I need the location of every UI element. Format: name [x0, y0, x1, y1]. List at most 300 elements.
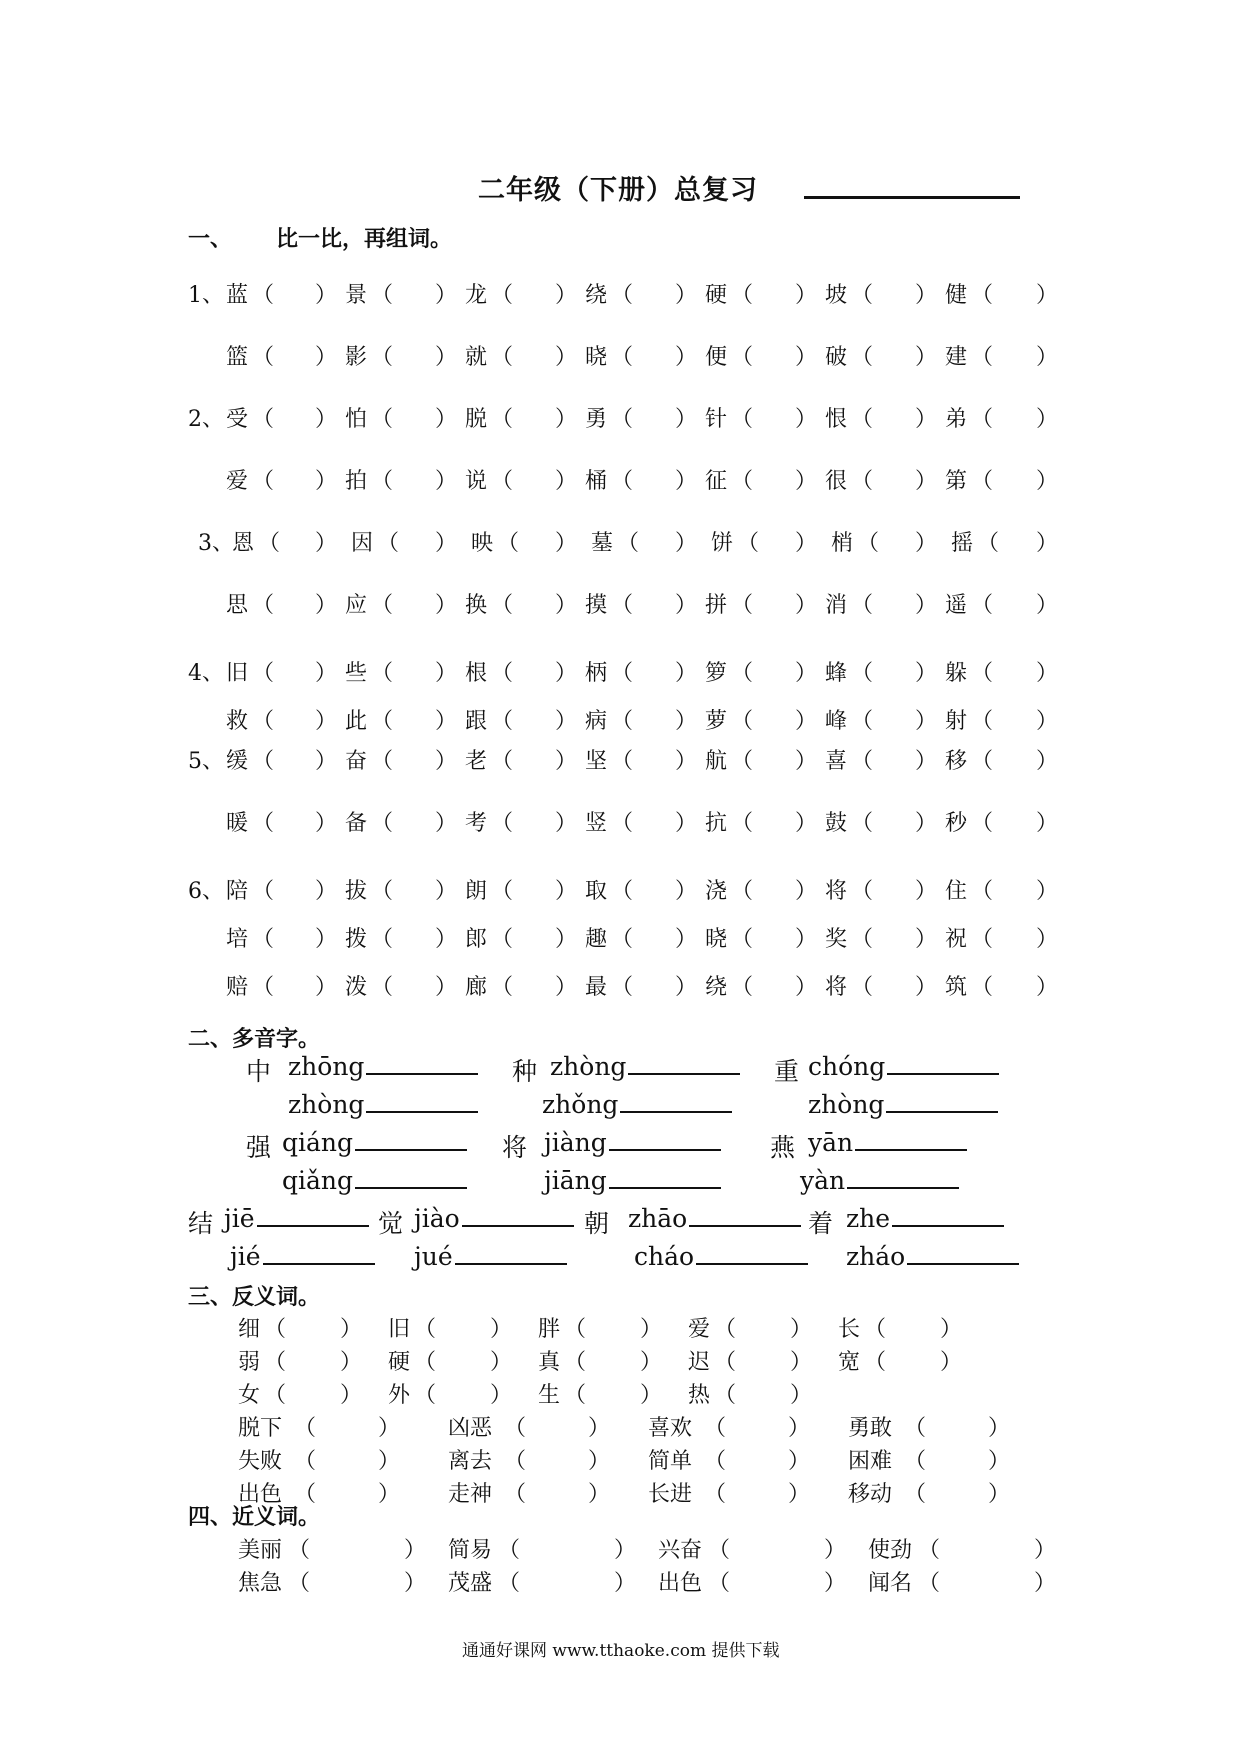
- open-paren-blank[interactable]: （: [611, 283, 634, 308]
- open-paren-blank[interactable]: （: [708, 1571, 731, 1596]
- close-paren: ）: [315, 469, 338, 494]
- open-paren-blank[interactable]: （: [851, 709, 874, 734]
- open-paren-blank[interactable]: （: [377, 531, 400, 556]
- open-paren-blank[interactable]: （: [971, 879, 994, 904]
- open-paren-blank[interactable]: （: [504, 1449, 527, 1474]
- pinyin-label: qiáng: [282, 1128, 354, 1157]
- antonym-word: 出色: [238, 1482, 283, 1507]
- close-paren: ）: [1036, 345, 1059, 370]
- close-paren: ）: [675, 407, 698, 432]
- word-char: 怕: [345, 407, 368, 432]
- close-paren: ）: [795, 345, 818, 370]
- word-char: 老: [465, 749, 488, 774]
- close-paren: ）: [435, 407, 458, 432]
- open-paren-blank[interactable]: （: [904, 1482, 927, 1507]
- open-paren-blank[interactable]: （: [371, 975, 394, 1000]
- antonym-word: 移动: [848, 1482, 893, 1507]
- close-paren: ）: [1036, 283, 1059, 308]
- open-paren-blank[interactable]: （: [851, 811, 874, 836]
- answer-blank[interactable]: [689, 1223, 801, 1227]
- answer-blank[interactable]: [366, 1071, 478, 1075]
- close-paren: ）: [614, 1571, 637, 1596]
- antonym-word: 勇敢: [848, 1416, 893, 1441]
- open-paren-blank[interactable]: （: [252, 709, 275, 734]
- pinyin-label: jiē: [224, 1204, 255, 1233]
- answer-blank[interactable]: [887, 1071, 999, 1075]
- open-paren-blank[interactable]: （: [851, 283, 874, 308]
- pinyin-label: yàn: [800, 1166, 846, 1195]
- word-char: 抗: [705, 811, 728, 836]
- word-char: 坚: [585, 749, 608, 774]
- word-char: 箩: [705, 661, 728, 686]
- open-paren-blank[interactable]: （: [971, 593, 994, 618]
- open-paren-blank[interactable]: （: [851, 749, 874, 774]
- open-paren-blank[interactable]: （: [731, 811, 754, 836]
- group-number: 6、: [188, 879, 224, 904]
- open-paren-blank[interactable]: （: [414, 1350, 437, 1375]
- open-paren-blank[interactable]: （: [252, 879, 275, 904]
- pinyin-label: jiāng: [544, 1166, 607, 1195]
- pinyin-label: zhōng: [288, 1052, 365, 1081]
- word-char: 第: [945, 469, 968, 494]
- open-paren-blank[interactable]: （: [491, 709, 514, 734]
- answer-blank[interactable]: [366, 1109, 478, 1113]
- close-paren: ）: [915, 975, 938, 1000]
- open-paren-blank[interactable]: （: [371, 345, 394, 370]
- word-char: 浇: [705, 879, 728, 904]
- open-paren-blank[interactable]: （: [971, 345, 994, 370]
- open-paren-blank[interactable]: （: [371, 749, 394, 774]
- antonym-word: 喜欢: [648, 1416, 693, 1441]
- close-paren: ）: [640, 1350, 663, 1375]
- word-char: 拨: [345, 927, 368, 952]
- close-paren: ）: [795, 709, 818, 734]
- answer-blank[interactable]: [855, 1147, 967, 1151]
- antonym-word: 热: [688, 1383, 711, 1408]
- open-paren-blank[interactable]: （: [491, 469, 514, 494]
- open-paren-blank[interactable]: （: [252, 975, 275, 1000]
- antonym-word: 失败: [238, 1449, 283, 1474]
- open-paren-blank[interactable]: （: [851, 469, 874, 494]
- word-char: 航: [705, 749, 728, 774]
- word-char: 就: [465, 345, 488, 370]
- open-paren-blank[interactable]: （: [414, 1383, 437, 1408]
- antonym-word: 宽: [838, 1350, 861, 1375]
- open-paren-blank[interactable]: （: [864, 1350, 887, 1375]
- polyphone-char: 种: [512, 1057, 538, 1086]
- open-paren-blank[interactable]: （: [564, 1383, 587, 1408]
- open-paren-blank[interactable]: （: [731, 749, 754, 774]
- open-paren-blank[interactable]: （: [918, 1538, 941, 1563]
- open-paren-blank[interactable]: （: [252, 661, 275, 686]
- close-paren: ）: [315, 661, 338, 686]
- close-paren: ）: [675, 879, 698, 904]
- open-paren-blank[interactable]: （: [731, 927, 754, 952]
- open-paren-blank[interactable]: （: [491, 345, 514, 370]
- open-paren-blank[interactable]: （: [611, 709, 634, 734]
- open-paren-blank[interactable]: （: [371, 407, 394, 432]
- open-paren-blank[interactable]: （: [731, 407, 754, 432]
- open-paren-blank[interactable]: （: [491, 661, 514, 686]
- close-paren: ）: [795, 975, 818, 1000]
- open-paren-blank[interactable]: （: [971, 407, 994, 432]
- antonym-word: 真: [538, 1350, 561, 1375]
- pinyin-label: yān: [808, 1128, 854, 1157]
- open-paren-blank[interactable]: （: [371, 283, 394, 308]
- word-char: 摇: [951, 531, 974, 556]
- close-paren: ）: [340, 1350, 363, 1375]
- open-paren-blank[interactable]: （: [252, 811, 275, 836]
- close-paren: ）: [675, 469, 698, 494]
- word-char: 晓: [705, 927, 728, 952]
- antonym-word: 弱: [238, 1350, 261, 1375]
- open-paren-blank[interactable]: （: [294, 1482, 317, 1507]
- word-char: 墓: [591, 531, 614, 556]
- open-paren-blank[interactable]: （: [264, 1317, 287, 1342]
- open-paren-blank[interactable]: （: [491, 283, 514, 308]
- close-paren: ）: [640, 1317, 663, 1342]
- close-paren: ）: [315, 283, 338, 308]
- open-paren-blank[interactable]: （: [611, 927, 634, 952]
- antonym-word: 女: [238, 1383, 261, 1408]
- pinyin-line: [808, 1128, 967, 1157]
- open-paren-blank[interactable]: （: [971, 661, 994, 686]
- word-char: 说: [465, 469, 488, 494]
- open-paren-blank[interactable]: （: [611, 345, 634, 370]
- open-paren-blank[interactable]: （: [851, 407, 874, 432]
- open-paren-blank[interactable]: （: [264, 1383, 287, 1408]
- open-paren-blank[interactable]: （: [371, 469, 394, 494]
- open-paren-blank[interactable]: （: [704, 1482, 727, 1507]
- open-paren-blank[interactable]: （: [371, 811, 394, 836]
- open-paren-blank[interactable]: （: [504, 1482, 527, 1507]
- open-paren-blank[interactable]: （: [904, 1416, 927, 1441]
- word-char: 恨: [825, 407, 848, 432]
- open-paren-blank[interactable]: （: [971, 469, 994, 494]
- open-paren-blank[interactable]: （: [371, 879, 394, 904]
- open-paren-blank[interactable]: （: [731, 709, 754, 734]
- open-paren-blank[interactable]: （: [371, 927, 394, 952]
- pinyin-line: [282, 1166, 467, 1195]
- answer-blank[interactable]: [257, 1223, 369, 1227]
- open-paren-blank[interactable]: （: [611, 593, 634, 618]
- answer-blank[interactable]: [609, 1147, 721, 1151]
- open-paren-blank[interactable]: （: [714, 1383, 737, 1408]
- answer-blank[interactable]: [847, 1185, 959, 1189]
- antonym-word: 细: [238, 1317, 261, 1342]
- antonym-word: 爱: [688, 1317, 711, 1342]
- answer-blank[interactable]: [696, 1261, 808, 1265]
- word-char: 陪: [226, 879, 249, 904]
- open-paren-blank[interactable]: （: [977, 531, 1000, 556]
- open-paren-blank[interactable]: （: [498, 1571, 521, 1596]
- pinyin-line: [628, 1204, 801, 1233]
- close-paren: ）: [988, 1416, 1011, 1441]
- close-paren: ）: [788, 1416, 811, 1441]
- name-blank-line[interactable]: [804, 196, 1020, 199]
- close-paren: ）: [435, 469, 458, 494]
- open-paren-blank[interactable]: （: [851, 927, 874, 952]
- word-char: 根: [465, 661, 488, 686]
- open-paren-blank[interactable]: （: [294, 1416, 317, 1441]
- open-paren-blank[interactable]: （: [737, 531, 760, 556]
- close-paren: ）: [555, 749, 578, 774]
- open-paren-blank[interactable]: （: [971, 975, 994, 1000]
- pinyin-label: jiàng: [544, 1128, 607, 1157]
- open-paren-blank[interactable]: （: [611, 879, 634, 904]
- open-paren-blank[interactable]: （: [714, 1317, 737, 1342]
- close-paren: ）: [588, 1482, 611, 1507]
- open-paren-blank[interactable]: （: [971, 749, 994, 774]
- open-paren-blank[interactable]: （: [252, 283, 275, 308]
- close-paren: ）: [315, 975, 338, 1000]
- close-paren: ）: [915, 811, 938, 836]
- close-paren: ）: [915, 407, 938, 432]
- close-paren: ）: [795, 811, 818, 836]
- close-paren: ）: [435, 975, 458, 1000]
- close-paren: ）: [555, 531, 578, 556]
- pinyin-label: zhǒng: [542, 1090, 619, 1119]
- open-paren-blank[interactable]: （: [971, 283, 994, 308]
- open-paren-blank[interactable]: （: [252, 749, 275, 774]
- open-paren-blank[interactable]: （: [704, 1416, 727, 1441]
- open-paren-blank[interactable]: （: [611, 749, 634, 774]
- word-char: 赔: [226, 975, 249, 1000]
- open-paren-blank[interactable]: （: [708, 1538, 731, 1563]
- group-number: 1、: [188, 283, 224, 308]
- open-paren-blank[interactable]: （: [371, 709, 394, 734]
- open-paren-blank[interactable]: （: [731, 283, 754, 308]
- pinyin-line: [634, 1242, 808, 1271]
- close-paren: ）: [315, 531, 338, 556]
- open-paren-blank[interactable]: （: [611, 407, 634, 432]
- open-paren-blank[interactable]: （: [504, 1416, 527, 1441]
- open-paren-blank[interactable]: （: [414, 1317, 437, 1342]
- pinyin-label: zhe: [846, 1204, 891, 1233]
- close-paren: ）: [1036, 811, 1059, 836]
- open-paren-blank[interactable]: （: [851, 593, 874, 618]
- word-char: 培: [226, 927, 249, 952]
- open-paren-blank[interactable]: （: [491, 407, 514, 432]
- open-paren-blank[interactable]: （: [731, 975, 754, 1000]
- open-paren-blank[interactable]: （: [491, 749, 514, 774]
- word-char: 趣: [585, 927, 608, 952]
- word-char: 暖: [226, 811, 249, 836]
- open-paren-blank[interactable]: （: [851, 879, 874, 904]
- section2-heading: 二、多音字。: [188, 1026, 321, 1052]
- word-char: 奖: [825, 927, 848, 952]
- open-paren-blank[interactable]: （: [731, 345, 754, 370]
- pinyin-label: zhòng: [288, 1090, 365, 1119]
- word-char: 柄: [585, 661, 608, 686]
- open-paren-blank[interactable]: （: [714, 1350, 737, 1375]
- close-paren: ）: [378, 1482, 401, 1507]
- open-paren-blank[interactable]: （: [611, 811, 634, 836]
- open-paren-blank[interactable]: （: [288, 1538, 311, 1563]
- open-paren-blank[interactable]: （: [252, 927, 275, 952]
- close-paren: ）: [315, 811, 338, 836]
- open-paren-blank[interactable]: （: [491, 927, 514, 952]
- close-paren: ）: [435, 531, 458, 556]
- open-paren-blank[interactable]: （: [491, 879, 514, 904]
- open-paren-blank[interactable]: （: [252, 593, 275, 618]
- word-char: 拍: [345, 469, 368, 494]
- open-paren-blank[interactable]: （: [264, 1350, 287, 1375]
- pinyin-label: zhāo: [628, 1204, 688, 1233]
- antonym-word: 长: [838, 1317, 861, 1342]
- close-paren: ）: [940, 1350, 963, 1375]
- antonym-word: 迟: [688, 1350, 711, 1375]
- open-paren-blank[interactable]: （: [731, 661, 754, 686]
- answer-blank[interactable]: [886, 1109, 998, 1113]
- pinyin-line: [808, 1052, 999, 1081]
- close-paren: ）: [988, 1482, 1011, 1507]
- word-char: 此: [345, 709, 368, 734]
- answer-blank[interactable]: [462, 1223, 574, 1227]
- close-paren: ）: [435, 283, 458, 308]
- open-paren-blank[interactable]: （: [252, 407, 275, 432]
- word-char: 健: [945, 283, 968, 308]
- close-paren: ）: [315, 879, 338, 904]
- word-char: 摸: [585, 593, 608, 618]
- answer-blank[interactable]: [892, 1223, 1004, 1227]
- close-paren: ）: [1036, 661, 1059, 686]
- open-paren-blank[interactable]: （: [971, 927, 994, 952]
- close-paren: ）: [790, 1317, 813, 1342]
- word-char: 最: [585, 975, 608, 1000]
- word-char: 篮: [226, 345, 249, 370]
- open-paren-blank[interactable]: （: [258, 531, 281, 556]
- close-paren: ）: [555, 593, 578, 618]
- close-paren: ）: [675, 283, 698, 308]
- close-paren: ）: [435, 811, 458, 836]
- open-paren-blank[interactable]: （: [617, 531, 640, 556]
- close-paren: ）: [940, 1317, 963, 1342]
- word-char: 绕: [705, 975, 728, 1000]
- close-paren: ）: [675, 593, 698, 618]
- open-paren-blank[interactable]: （: [731, 879, 754, 904]
- open-paren-blank[interactable]: （: [611, 661, 634, 686]
- word-char: 拔: [345, 879, 368, 904]
- answer-blank[interactable]: [263, 1261, 375, 1265]
- answer-blank[interactable]: [628, 1071, 740, 1075]
- answer-blank[interactable]: [609, 1185, 721, 1189]
- word-char: 影: [345, 345, 368, 370]
- close-paren: ）: [340, 1317, 363, 1342]
- word-char: 住: [945, 879, 968, 904]
- polyphone-char: 着: [808, 1209, 834, 1238]
- open-paren-blank[interactable]: （: [371, 661, 394, 686]
- close-paren: ）: [435, 661, 458, 686]
- open-paren-blank[interactable]: （: [971, 811, 994, 836]
- close-paren: ）: [795, 927, 818, 952]
- open-paren-blank[interactable]: （: [851, 975, 874, 1000]
- open-paren-blank[interactable]: （: [564, 1350, 587, 1375]
- open-paren-blank[interactable]: （: [564, 1317, 587, 1342]
- close-paren: ）: [315, 407, 338, 432]
- close-paren: ）: [988, 1449, 1011, 1474]
- open-paren-blank[interactable]: （: [851, 345, 874, 370]
- word-char: 些: [345, 661, 368, 686]
- open-paren-blank[interactable]: （: [491, 593, 514, 618]
- close-paren: ）: [915, 709, 938, 734]
- open-paren-blank[interactable]: （: [288, 1571, 311, 1596]
- open-paren-blank[interactable]: （: [971, 709, 994, 734]
- answer-blank[interactable]: [355, 1185, 467, 1189]
- open-paren-blank[interactable]: （: [371, 593, 394, 618]
- open-paren-blank[interactable]: （: [611, 469, 634, 494]
- close-paren: ）: [555, 661, 578, 686]
- open-paren-blank[interactable]: （: [491, 975, 514, 1000]
- word-char: 建: [945, 345, 968, 370]
- close-paren: ）: [555, 407, 578, 432]
- close-paren: ）: [640, 1383, 663, 1408]
- word-char: 便: [705, 345, 728, 370]
- answer-blank[interactable]: [620, 1109, 732, 1113]
- open-paren-blank[interactable]: （: [252, 345, 275, 370]
- close-paren: ）: [404, 1538, 427, 1563]
- close-paren: ）: [915, 593, 938, 618]
- word-char: 将: [825, 879, 848, 904]
- open-paren-blank[interactable]: （: [904, 1449, 927, 1474]
- close-paren: ）: [675, 811, 698, 836]
- open-paren-blank[interactable]: （: [497, 531, 520, 556]
- open-paren-blank[interactable]: （: [491, 811, 514, 836]
- open-paren-blank[interactable]: （: [731, 593, 754, 618]
- pinyin-line: [414, 1204, 574, 1233]
- pinyin-line: [550, 1052, 740, 1081]
- open-paren-blank[interactable]: （: [498, 1538, 521, 1563]
- word-char: 受: [226, 407, 249, 432]
- open-paren-blank[interactable]: （: [611, 975, 634, 1000]
- close-paren: ）: [675, 345, 698, 370]
- close-paren: ）: [795, 531, 818, 556]
- close-paren: ）: [555, 283, 578, 308]
- word-char: 廊: [465, 975, 488, 1000]
- open-paren-blank[interactable]: （: [918, 1571, 941, 1596]
- pinyin-label: jié: [230, 1242, 261, 1271]
- antonym-word: 凶恶: [448, 1416, 493, 1441]
- close-paren: ）: [435, 709, 458, 734]
- open-paren-blank[interactable]: （: [731, 469, 754, 494]
- word-char: 思: [226, 593, 249, 618]
- answer-blank[interactable]: [455, 1261, 567, 1265]
- polyphone-char: 重: [774, 1057, 800, 1086]
- close-paren: ）: [1036, 975, 1059, 1000]
- word-char: 恩: [232, 531, 255, 556]
- pinyin-label: jiào: [414, 1204, 460, 1233]
- antonym-word: 旧: [388, 1317, 411, 1342]
- answer-blank[interactable]: [907, 1261, 1019, 1265]
- answer-blank[interactable]: [355, 1147, 467, 1151]
- antonym-word: 外: [388, 1383, 411, 1408]
- open-paren-blank[interactable]: （: [864, 1317, 887, 1342]
- close-paren: ）: [315, 927, 338, 952]
- antonym-word: 长进: [648, 1482, 693, 1507]
- open-paren-blank[interactable]: （: [857, 531, 880, 556]
- word-char: 鼓: [825, 811, 848, 836]
- open-paren-blank[interactable]: （: [704, 1449, 727, 1474]
- close-paren: ）: [435, 345, 458, 370]
- close-paren: ）: [824, 1538, 847, 1563]
- open-paren-blank[interactable]: （: [252, 469, 275, 494]
- close-paren: ）: [824, 1571, 847, 1596]
- open-paren-blank[interactable]: （: [851, 661, 874, 686]
- open-paren-blank[interactable]: （: [294, 1449, 317, 1474]
- close-paren: ）: [588, 1416, 611, 1441]
- polyphone-char: 中: [246, 1057, 272, 1086]
- close-paren: ）: [1036, 927, 1059, 952]
